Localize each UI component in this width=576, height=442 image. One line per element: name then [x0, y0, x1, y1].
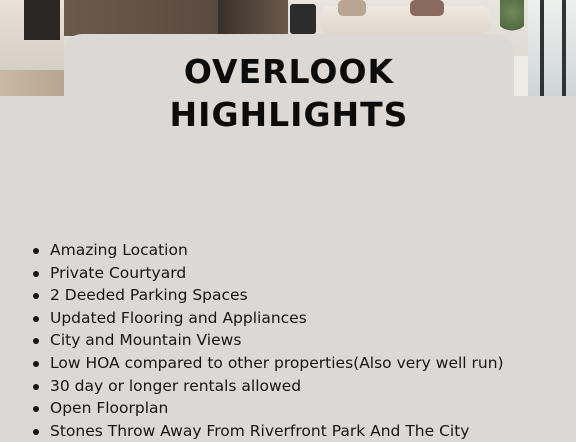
list-item: City and Mountain Views: [32, 329, 504, 352]
title-line-2: HIGHLIGHTS: [169, 95, 409, 134]
list-item: Amazing Location: [32, 239, 504, 262]
photo-plant: [500, 0, 524, 40]
photo-pillow: [338, 0, 366, 16]
list-item: Low HOA compared to other properties(Also very well run): [32, 352, 504, 375]
photo-window: [528, 0, 576, 96]
photo-side-table: [290, 4, 316, 34]
page-title: [64, 50, 514, 136]
photo-floor: [0, 70, 64, 96]
list-item: 30 day or longer rentals allowed: [32, 375, 504, 398]
highlights-list: [32, 239, 504, 442]
photo-pillow: [410, 0, 444, 16]
list-item: Updated Flooring and Appliances: [32, 307, 504, 330]
title-line-1: OVERLOOK: [183, 52, 395, 91]
photo-dining-area: [218, 0, 288, 36]
list-item: Open Floorplan: [32, 397, 504, 420]
photo-accent-wall: [64, 0, 220, 36]
list-item: 2 Deeded Parking Spaces: [32, 284, 504, 307]
list-item: Stones Throw Away From Riverfront Park And The City: [32, 420, 504, 442]
photo-doorway: [24, 0, 60, 40]
list-item: Private Courtyard: [32, 262, 504, 285]
